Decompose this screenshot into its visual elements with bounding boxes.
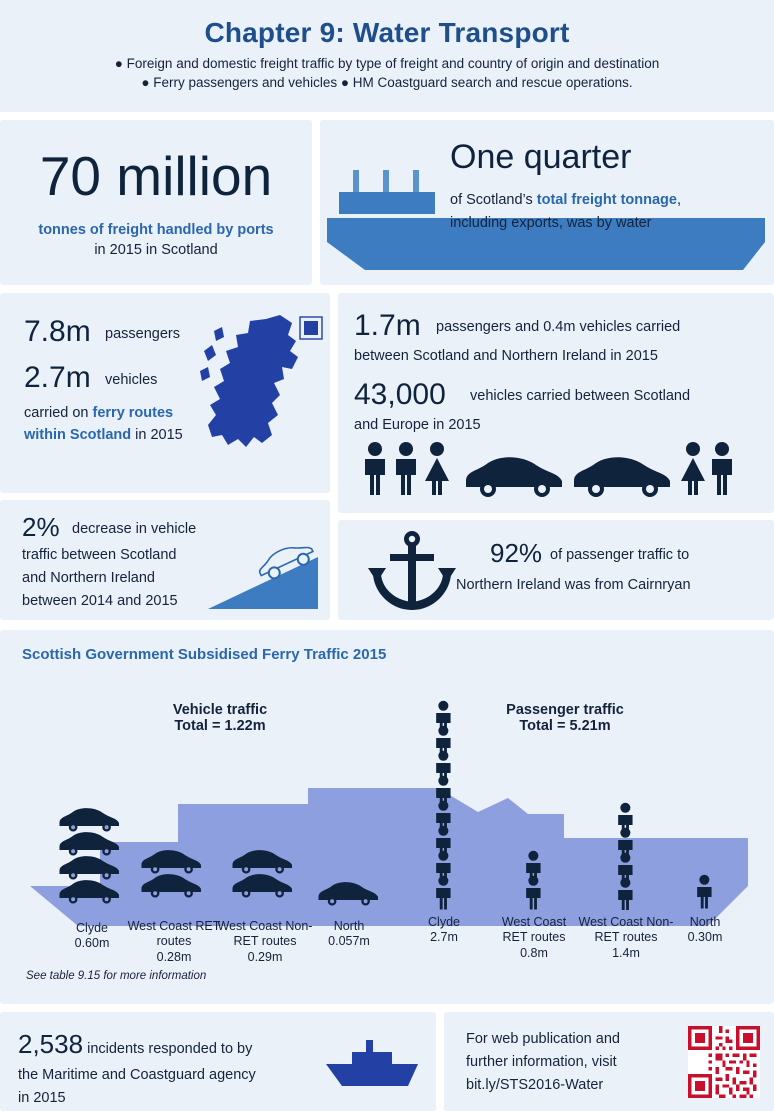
web-url[interactable]: bit.ly/STS2016-Water [466, 1077, 604, 1094]
web-publication-panel [444, 1012, 774, 1111]
web-text [466, 1028, 620, 1098]
internal-ferry-line-4-post: in 2015 [131, 427, 183, 443]
incidents-value: 2,538 [18, 1029, 84, 1059]
header-subtitle-text-1: Foreign and domestic freight traffic by type of freight and country of origin and destination [126, 56, 660, 71]
decrease-value: 2% [22, 512, 60, 542]
one-quarter-line-1-highlight: total freight tonnage [536, 192, 677, 208]
incidents-line-1: incidents responded to by [83, 1041, 253, 1057]
decrease-line-1: decrease in vehicle [72, 521, 197, 537]
chart-column-passenger-north [668, 870, 742, 946]
web-line-1: For web publication and [466, 1031, 620, 1047]
vehicle-clyde-value: 0.60m [74, 936, 110, 951]
one-quarter-headline: One quarter [450, 138, 632, 176]
passenger-clyde-category: Clyde [428, 914, 460, 929]
one-quarter-panel [320, 120, 774, 285]
chart-column-vehicle-north [306, 882, 392, 950]
europe-vehicles-line-2: and Europe in 2015 [354, 417, 481, 433]
one-quarter-line-1-post: , [676, 192, 681, 208]
incidents-line-3: in 2015 [18, 1089, 66, 1106]
header-subtitle-text-2b: HM Coastguard search and rescue operations. [352, 75, 633, 90]
internal-ferry-panel [0, 293, 330, 493]
vehicle-wc-nonret-value: 0.29m [247, 949, 283, 964]
header-subtitle-line-1 [0, 56, 774, 71]
vehicle-north-category: North [333, 918, 365, 933]
passenger-wc-ret-value: 0.8m [520, 945, 548, 960]
header-subtitle-text-2a: Ferry passengers and vehicles [153, 75, 338, 90]
anchor-icon [364, 530, 460, 619]
ni-europe-panel [338, 293, 774, 513]
europe-vehicles-label: vehicles carried between Scotland [470, 388, 691, 404]
incidents-text [18, 1024, 308, 1109]
internal-ferry-line-3 [24, 405, 173, 421]
decrease-line-4: between 2014 and 2015 [22, 593, 178, 609]
vehicle-clyde-category: Clyde [76, 920, 108, 935]
passenger-clyde-person-stack [404, 700, 484, 915]
vehicle-wc-nonret-category: West Coast Non-RET routes [217, 918, 313, 949]
internal-ferry-line-4 [24, 427, 183, 443]
one-quarter-line-1 [450, 192, 681, 208]
decrease-line-2: traffic between Scotland [22, 547, 177, 563]
ni-passengers-label: passengers and 0.4m vehicles carried [436, 319, 681, 335]
cairnryan-panel [338, 520, 774, 620]
freight-label-line-2: in 2015 in Scotland [94, 242, 218, 258]
passenger-clyde-value: 2.7m [430, 930, 458, 945]
web-line-2: further information, visit [466, 1054, 617, 1071]
passenger-heading-line-1: Passenger traffic [506, 702, 624, 718]
internal-passengers-value: 7.8m [24, 315, 91, 348]
vehicle-wc-ret-value: 0.28m [156, 949, 192, 964]
incidents-line-2: the Maritime and Coastguard agency [18, 1067, 256, 1084]
people-and-cars-icon-row [362, 441, 752, 502]
passenger-wc-nonret-category: West Coast Non-RET routes [578, 914, 674, 945]
coastguard-incidents-panel [0, 1012, 436, 1111]
car-on-ramp-icon [206, 537, 324, 620]
bullet-icon: ● [114, 56, 123, 71]
internal-passengers-label: passengers [105, 326, 180, 342]
cairnryan-line-2: Northern Ireland was from Cairnryan [456, 577, 691, 593]
internal-ferry-line-3-highlight: ferry routes [92, 405, 174, 421]
freight-tonnage-panel [0, 120, 312, 285]
cairnryan-value: 92% [490, 538, 543, 568]
bullet-icon: ● [141, 75, 150, 90]
internal-ferry-line-3-pre: carried on [24, 405, 93, 421]
header-subtitle-line-2 [0, 75, 774, 90]
vehicle-heading-line-2: Total = 1.22m [174, 718, 266, 734]
tugboat-icon [322, 1038, 422, 1099]
one-quarter-line-2: including exports, was by water [450, 215, 652, 231]
vehicle-north-value: 0.057m [328, 934, 370, 949]
ni-passengers-value: 1.7m [354, 309, 421, 342]
vehicle-decrease-panel [0, 500, 330, 620]
one-quarter-line-1-pre: of Scotland’s [450, 192, 537, 208]
passenger-wc-ret-category: West Coast RET routes [501, 914, 567, 945]
passenger-north-person-stack [668, 870, 742, 915]
vehicle-wc-ret-category: West Coast RET routes [127, 918, 221, 949]
ni-passengers-line-2: between Scotland and Northern Ireland in 2015 [354, 348, 658, 364]
decrease-line-3: and Northern Ireland [22, 570, 155, 586]
passenger-heading-line-2: Total = 5.21m [519, 718, 611, 734]
chart-column-vehicle-wc-nonret [210, 850, 320, 966]
freight-label-line-1: tonnes of freight handled by ports [38, 222, 274, 238]
passenger-wc-ret-person-stack [488, 842, 580, 915]
cairnryan-line-1: of passenger traffic to [550, 547, 690, 563]
subsidised-ferry-chart-panel [0, 630, 774, 1004]
qr-code-icon[interactable] [688, 1026, 760, 1103]
vehicle-wc-nonret-car-stack [210, 850, 320, 919]
chart-title: Scottish Government Subsidised Ferry Traffic 2015 [22, 646, 387, 663]
passenger-north-category: North [689, 914, 721, 929]
vehicle-north-car-stack [306, 882, 392, 919]
chart-column-passenger-wc-nonret [578, 798, 674, 962]
passenger-north-value: 0.30m [687, 930, 723, 945]
internal-vehicles-label: vehicles [105, 372, 158, 388]
chart-column-passenger-clyde [404, 700, 484, 946]
internal-ferry-line-4-highlight: within Scotland [24, 427, 132, 443]
vehicle-heading-line-1: Vehicle traffic [172, 702, 268, 718]
bullet-icon: ● [340, 75, 349, 90]
chart-column-passenger-wc-ret [488, 842, 580, 962]
europe-vehicles-value: 43,000 [354, 378, 446, 411]
page-header [0, 0, 774, 112]
scotland-map-icon [196, 311, 324, 476]
passenger-wc-nonret-person-stack [578, 798, 674, 915]
internal-vehicles-value: 2.7m [24, 361, 91, 394]
freight-big-number: 70 million [39, 145, 273, 207]
passenger-wc-nonret-value: 1.4m [612, 945, 640, 960]
page-title: Chapter 9: Water Transport [204, 17, 570, 48]
chart-footnote: See table 9.15 for more information [26, 970, 207, 982]
